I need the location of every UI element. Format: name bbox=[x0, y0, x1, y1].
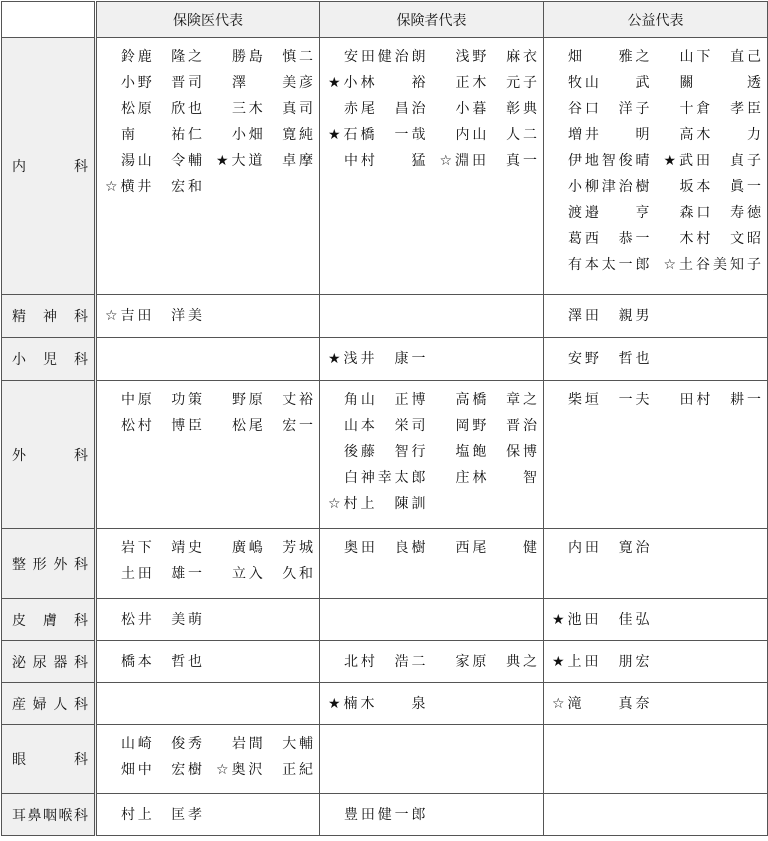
member-name: ☆滝 真奈 bbox=[552, 695, 650, 712]
member-name: 後藤 智行 bbox=[344, 444, 426, 460]
member-group-cell bbox=[544, 794, 768, 836]
member-name: 坂本 眞一 bbox=[679, 179, 761, 195]
member-name: 勝島 慎二 bbox=[232, 49, 313, 65]
member-group-cell bbox=[320, 641, 544, 683]
member-list bbox=[105, 607, 313, 633]
header-insurer-rep: 保険者代表 bbox=[320, 2, 544, 38]
member-name: 廣嶋 芳城 bbox=[232, 540, 313, 556]
member-name: ☆奥沢 正紀 bbox=[216, 762, 313, 778]
member-name: 西尾 健 bbox=[455, 540, 537, 556]
member-list bbox=[552, 387, 761, 413]
member-name: ★上田 朋宏 bbox=[552, 653, 650, 670]
member-name: 澤田 親男 bbox=[568, 308, 650, 324]
member-name: 柴垣 一夫 bbox=[568, 392, 650, 408]
member-name: 中原 功策 bbox=[121, 392, 202, 408]
member-name: 谷口 洋子 bbox=[568, 101, 650, 117]
member-name: 三木 真司 bbox=[232, 101, 313, 117]
member-name: 奥田 良樹 bbox=[344, 540, 426, 556]
member-name: 内田 寛治 bbox=[568, 540, 650, 556]
member-group-cell bbox=[320, 38, 544, 295]
header-insurance-doctor-rep: 保険医代表 bbox=[96, 2, 320, 38]
member-group-cell bbox=[320, 794, 544, 836]
member-group-cell bbox=[320, 295, 544, 338]
member-group-cell bbox=[544, 381, 768, 529]
member-name: 北村 浩二 bbox=[344, 653, 426, 670]
member-name: 土田 雄一 bbox=[121, 566, 202, 582]
member-name: ☆村上 陳訓 bbox=[328, 496, 426, 512]
member-name: 關 透 bbox=[679, 75, 761, 91]
member-name: 浅野 麻衣 bbox=[455, 49, 537, 65]
member-group-cell bbox=[544, 38, 768, 295]
member-group-cell bbox=[544, 641, 768, 683]
specialty-label: 外 科 bbox=[12, 447, 88, 464]
member-group-cell bbox=[96, 599, 320, 641]
member-name: 南 祐仁 bbox=[121, 127, 202, 143]
specialty-cell bbox=[2, 295, 96, 338]
member-list bbox=[328, 649, 537, 675]
member-name: 松村 博臣 bbox=[121, 418, 202, 434]
member-name: 鈴鹿 隆之 bbox=[121, 49, 202, 65]
member-name: 小野 晋司 bbox=[121, 75, 202, 91]
member-name: ☆横井 宏和 bbox=[105, 179, 202, 195]
member-name: 岡野 晋治 bbox=[455, 418, 537, 434]
member-group-cell bbox=[544, 599, 768, 641]
member-group-cell bbox=[96, 295, 320, 338]
specialty-row bbox=[2, 683, 768, 725]
specialty-label: 耳鼻咽喉科 bbox=[12, 807, 88, 824]
member-list bbox=[552, 691, 761, 717]
member-group-cell bbox=[544, 683, 768, 725]
member-list bbox=[105, 802, 313, 828]
member-name: 増井 明 bbox=[568, 127, 650, 143]
member-group-cell bbox=[320, 381, 544, 529]
member-name: ★大道 卓摩 bbox=[216, 153, 313, 169]
member-list bbox=[105, 44, 313, 200]
member-name: 安野 哲也 bbox=[568, 351, 650, 367]
member-name: 村上 匡孝 bbox=[121, 806, 202, 823]
specialty-cell bbox=[2, 794, 96, 836]
member-list bbox=[328, 346, 537, 372]
specialty-cell bbox=[2, 641, 96, 683]
member-list bbox=[105, 649, 313, 675]
member-list bbox=[328, 535, 537, 561]
member-name: 畑 雅之 bbox=[568, 49, 650, 65]
member-name: 高木 力 bbox=[679, 127, 761, 143]
member-list bbox=[328, 691, 537, 717]
member-name: ☆土谷美知子 bbox=[663, 257, 761, 273]
member-name: 葛西 恭一 bbox=[568, 231, 650, 247]
member-list bbox=[105, 535, 313, 587]
member-group-cell bbox=[96, 725, 320, 794]
specialty-cell bbox=[2, 725, 96, 794]
member-list bbox=[105, 387, 313, 439]
member-name: 山下 直己 bbox=[679, 49, 761, 65]
specialty-row bbox=[2, 381, 768, 529]
member-group-cell bbox=[96, 338, 320, 381]
member-name: 渡邉 亨 bbox=[568, 205, 650, 221]
member-list bbox=[105, 303, 313, 329]
specialty-row bbox=[2, 794, 768, 836]
member-name: 有本太一郎 bbox=[568, 257, 650, 273]
specialty-row bbox=[2, 338, 768, 381]
member-group-cell bbox=[544, 295, 768, 338]
specialty-cell bbox=[2, 599, 96, 641]
member-group-cell bbox=[96, 38, 320, 295]
specialty-label: 精 神 科 bbox=[12, 309, 88, 325]
member-name: 安田健治朗 bbox=[344, 49, 426, 65]
member-group-cell bbox=[320, 338, 544, 381]
member-name: 田村 耕一 bbox=[679, 392, 761, 408]
member-name: 森口 寿徳 bbox=[679, 205, 761, 221]
specialty-row bbox=[2, 38, 768, 295]
member-name: 白神幸太郎 bbox=[344, 470, 426, 486]
member-name: 高橋 章之 bbox=[455, 392, 537, 408]
member-group-cell bbox=[320, 529, 544, 599]
specialty-row bbox=[2, 641, 768, 683]
member-name: 山崎 俊秀 bbox=[121, 736, 202, 752]
specialty-label: 皮 膚 科 bbox=[12, 612, 88, 629]
member-group-cell bbox=[544, 529, 768, 599]
specialty-label: 整形外科 bbox=[12, 556, 88, 573]
member-name: 伊地智俊晴 bbox=[568, 153, 650, 169]
member-group-cell bbox=[96, 381, 320, 529]
specialty-cell bbox=[2, 529, 96, 599]
member-name: 岩下 靖史 bbox=[121, 540, 202, 556]
specialty-label: 小 児 科 bbox=[12, 352, 88, 368]
member-name: 野原 丈裕 bbox=[232, 392, 313, 408]
member-list bbox=[328, 44, 537, 174]
member-group-cell bbox=[320, 683, 544, 725]
specialty-label: 産婦人科 bbox=[12, 696, 88, 713]
member-list bbox=[552, 303, 761, 329]
member-name: ★石橋 一哉 bbox=[328, 127, 426, 143]
member-group-cell bbox=[320, 725, 544, 794]
member-name: ★池田 佳弘 bbox=[552, 611, 650, 628]
member-name: 塩飽 保博 bbox=[455, 444, 537, 460]
member-name: 十倉 孝臣 bbox=[679, 101, 761, 117]
member-name: ★浅井 康一 bbox=[328, 351, 426, 367]
member-name: 橋本 哲也 bbox=[121, 653, 202, 670]
member-name: 庄林 智 bbox=[455, 470, 537, 486]
member-name: ☆吉田 洋美 bbox=[105, 308, 202, 324]
member-name: 内山 人二 bbox=[455, 127, 537, 143]
specialty-label: 内 科 bbox=[12, 159, 88, 175]
member-name: ☆淵田 真一 bbox=[439, 153, 537, 169]
roster-body bbox=[2, 38, 768, 836]
specialty-row bbox=[2, 599, 768, 641]
member-list bbox=[552, 535, 761, 561]
member-name: 小畑 寛純 bbox=[232, 127, 313, 143]
member-name: ★小林 裕 bbox=[328, 75, 426, 91]
member-name: 松原 欣也 bbox=[121, 101, 202, 117]
specialty-cell bbox=[2, 38, 96, 295]
member-name: 木村 文昭 bbox=[679, 231, 761, 247]
specialty-row bbox=[2, 529, 768, 599]
member-group-cell bbox=[544, 338, 768, 381]
member-list bbox=[328, 802, 537, 828]
member-group-cell bbox=[96, 794, 320, 836]
member-name: 家原 典之 bbox=[455, 653, 537, 670]
specialty-row bbox=[2, 295, 768, 338]
member-group-cell bbox=[320, 599, 544, 641]
specialty-cell bbox=[2, 338, 96, 381]
member-group-cell bbox=[96, 683, 320, 725]
header-row bbox=[2, 2, 768, 38]
member-list bbox=[105, 731, 313, 783]
specialty-cell bbox=[2, 683, 96, 725]
member-group-cell bbox=[96, 529, 320, 599]
corner-cell bbox=[2, 2, 96, 38]
member-name: ★楠木 泉 bbox=[328, 695, 426, 712]
member-name: 正木 元子 bbox=[455, 75, 537, 91]
member-roster-table bbox=[1, 1, 768, 836]
member-name: 角山 正博 bbox=[344, 392, 426, 408]
specialty-cell bbox=[2, 381, 96, 529]
specialty-label: 眼 科 bbox=[12, 752, 88, 768]
member-list bbox=[552, 44, 761, 278]
member-name: 松井 美萌 bbox=[121, 611, 202, 628]
member-name: 湯山 令輔 bbox=[121, 153, 202, 169]
member-name: 小暮 彰典 bbox=[455, 101, 537, 117]
member-name: 赤尾 昌治 bbox=[344, 101, 426, 117]
member-name: 小柳津治樹 bbox=[568, 179, 650, 195]
member-list bbox=[328, 387, 537, 517]
member-name: 中村 猛 bbox=[344, 153, 426, 169]
member-name: 立入 久和 bbox=[232, 566, 313, 582]
member-name: 牧山 武 bbox=[568, 75, 650, 91]
specialty-label: 泌尿器科 bbox=[12, 654, 88, 671]
member-group-cell bbox=[544, 725, 768, 794]
specialty-row bbox=[2, 725, 768, 794]
member-name: ★武田 貞子 bbox=[663, 153, 761, 169]
member-group-cell bbox=[96, 641, 320, 683]
header-public-interest-rep: 公益代表 bbox=[544, 2, 768, 38]
member-list bbox=[552, 649, 761, 675]
member-name: 山本 栄司 bbox=[344, 418, 426, 434]
member-name: 松尾 宏一 bbox=[232, 418, 313, 434]
member-name: 澤 美彦 bbox=[232, 75, 313, 91]
member-list bbox=[552, 607, 761, 633]
member-list bbox=[552, 346, 761, 372]
member-name: 畑中 宏樹 bbox=[121, 762, 202, 778]
member-name: 豊田健一郎 bbox=[344, 806, 426, 823]
member-name: 岩間 大輔 bbox=[232, 736, 313, 752]
